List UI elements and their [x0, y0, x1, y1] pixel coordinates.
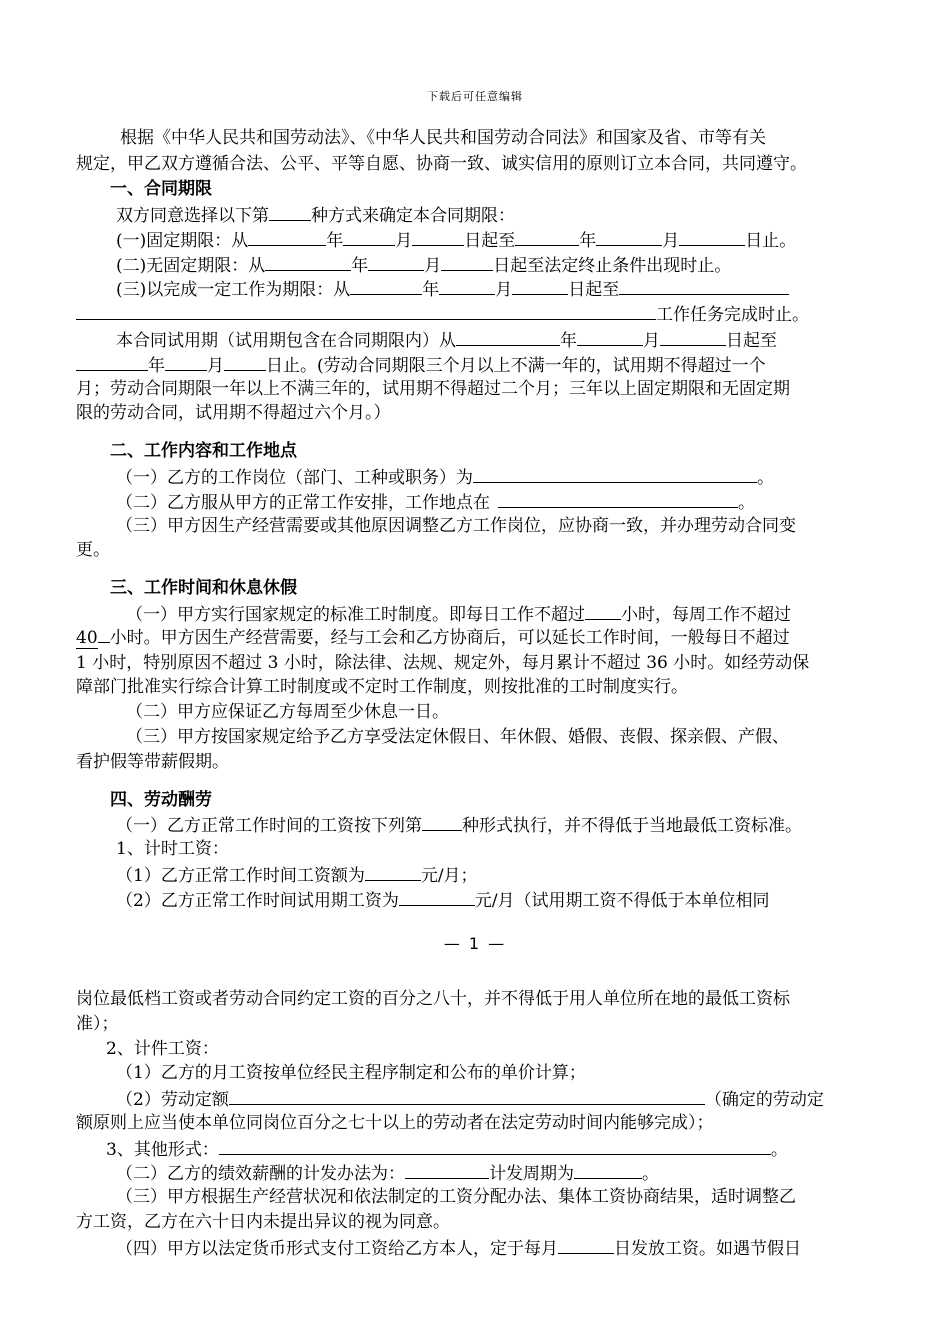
probation-until-text: 日起至 — [726, 331, 777, 351]
work-hours-line-3: 1 小时，特别原因不超过 3 小时，除法律、法规、规定外，每月累计不超过 36 小时。如经劳动保 — [76, 653, 810, 673]
wage-form-line — [116, 812, 802, 836]
work-hours-text-2: 小时，每周工作不超过 — [621, 605, 791, 625]
pay-cycle-label: 计发周期为 — [489, 1164, 574, 1184]
task-description-blank[interactable] — [619, 276, 789, 295]
pay-cycle-blank[interactable] — [574, 1160, 642, 1179]
wage-form-text-2: 种形式执行，并不得低于当地最低工资标准。 — [462, 816, 802, 836]
other-form-line — [106, 1136, 788, 1160]
year-label: 年 — [560, 331, 577, 351]
work-location-blank[interactable] — [498, 489, 738, 508]
payday-blank[interactable] — [558, 1235, 614, 1254]
probation-line — [116, 327, 777, 351]
other-form-label: 3、其他形式： — [106, 1140, 219, 1160]
open-term-label: (二)无固定期限：从 — [116, 256, 266, 276]
open-start-day-blank[interactable] — [441, 252, 493, 271]
rest-day-line: （二）甲方应保证乙方每周至少休息一日。 — [126, 702, 449, 722]
labor-quota-line — [116, 1086, 824, 1110]
page-header: 下载后可任意编辑 — [427, 90, 523, 103]
normal-wage-label: （1）乙方正常工作时间工资额为 — [116, 866, 365, 886]
job-position-line — [116, 464, 774, 488]
period: 。 — [738, 493, 755, 513]
task-start-month-blank[interactable] — [439, 276, 495, 295]
piece-wage-heading: 2、计件工资： — [106, 1039, 219, 1059]
task-description-blank-2[interactable] — [76, 301, 656, 320]
payday-label: （四）甲方以法定货币形式支付工资给乙方本人，定于每月 — [116, 1239, 558, 1259]
task-term-label: (三)以完成一定工作为期限：从 — [116, 280, 351, 300]
month-label: 月 — [395, 231, 413, 251]
period: 。 — [642, 1164, 659, 1184]
wage-adjust-line-1: （三）甲方根据生产经营状况和依法制定的工资分配办法、集体工资协商结果，适时调整乙 — [116, 1187, 796, 1207]
fixed-term-label: (一)固定期限：从 — [116, 231, 249, 251]
task-end-text: 工作任务完成时止。 — [656, 305, 809, 325]
day-end-label: 日止。 — [745, 231, 797, 251]
probation-label: 本合同试用期（试用期包含在合同期限内）从 — [116, 331, 456, 351]
work-location-label: （二）乙方服从甲方的正常工作安排，工作地点在 — [116, 493, 490, 513]
task-term-line-2 — [76, 301, 809, 325]
job-position-blank[interactable] — [473, 464, 757, 483]
probation-wage-label: （2）乙方正常工作时间试用期工资为 — [116, 891, 399, 911]
period: 。 — [757, 468, 774, 488]
term-choice-line — [116, 202, 515, 226]
probation-end-year-blank[interactable] — [76, 352, 148, 371]
section-3-title: 三、工作时间和休息休假 — [110, 578, 297, 598]
wage-form-blank[interactable] — [422, 812, 462, 831]
labor-quota-line-2: 额原则上应当使本单位同岗位百分之七十以上的劳动者在法定劳动时间内能够完成）； — [76, 1113, 714, 1133]
term-choice-text-2: 种方式来确定本合同期限： — [311, 206, 515, 226]
probation-wage-blank[interactable] — [399, 887, 475, 906]
work-location-line — [116, 489, 755, 513]
work-hours-text: （一）甲方实行国家规定的标准工时制度。即每日工作不超过 — [126, 605, 585, 625]
normal-wage-line — [116, 862, 478, 886]
intro-line-2: 规定，甲乙双方遵循合法、公平、平等自愿、协商一致、诚实信用的原则订立本合同，共同遵守。 — [76, 154, 807, 174]
job-position-label: （一）乙方的工作岗位（部门、工种或职务）为 — [116, 468, 473, 488]
probation-wage-line — [116, 887, 770, 911]
probation-wage-unit: 元/月（试用期工资不得低于本单位相同 — [474, 891, 770, 911]
open-start-month-blank[interactable] — [368, 252, 424, 271]
overtime-text: 小时。甲方因生产经营需要，经与工会和乙方协商后，可以延长工作时间，一般每日不超过 — [109, 628, 790, 648]
probation-rule-text: 日止。(劳动合同期限三个月以上不满一年的，试用期不得超过一个 — [266, 356, 766, 376]
performance-pay-line — [116, 1160, 659, 1184]
year-label: 年 — [351, 256, 369, 276]
labor-quota-note: （确定的劳动定 — [704, 1090, 824, 1110]
probation-rule-line-2: 月；劳动合同期限一年以上不满三年的，试用期不得超过二个月；三年以上固定期限和无固定期 — [76, 379, 790, 399]
probation-rule-line-3: 限的劳动合同，试用期不得超过六个月。） — [76, 403, 391, 423]
paid-leave-line-2: 看护假等带薪假期。 — [76, 752, 229, 772]
fixed-start-month-blank[interactable] — [343, 227, 395, 246]
open-term-end-text: 日起至法定终止条件出现时止。 — [493, 256, 732, 276]
task-until-text: 日起至 — [568, 280, 620, 300]
probation-start-year-blank[interactable] — [456, 327, 560, 346]
page-number: — 1 — — [443, 934, 507, 953]
payday-line — [116, 1235, 801, 1259]
term-choice-text: 双方同意选择以下第 — [116, 206, 269, 226]
probation-end-month-blank[interactable] — [165, 352, 207, 371]
position-adjust-line-1: （三）甲方因生产经营需要或其他原因调整乙方工作岗位，应协商一致，并办理劳动合同变 — [116, 516, 796, 536]
open-term-line — [116, 252, 731, 276]
day-from-label: 日起至 — [464, 231, 516, 251]
labor-quota-label: （2）劳动定额 — [116, 1090, 229, 1110]
task-start-year-blank[interactable] — [350, 276, 422, 295]
year-label: 年 — [148, 356, 165, 376]
wage-form-text: （一）乙方正常工作时间的工资按下列第 — [116, 816, 422, 836]
normal-wage-blank[interactable] — [365, 862, 421, 881]
piece-rate-line: （1）乙方的月工资按单位经民主程序制定和公布的单价计算； — [116, 1063, 586, 1083]
task-term-line — [116, 276, 789, 300]
weekly-hours-value[interactable]: 40 — [76, 628, 98, 648]
fixed-start-year-blank[interactable] — [248, 227, 326, 246]
fixed-end-year-blank[interactable] — [515, 227, 579, 246]
section-1-title: 一、合同期限 — [110, 179, 212, 199]
section-4-title: 四、劳动酬劳 — [110, 790, 212, 810]
month-label: 月 — [424, 256, 442, 276]
other-form-blank[interactable] — [219, 1136, 771, 1155]
fixed-end-month-blank[interactable] — [596, 227, 662, 246]
intro-line-1: 根据《中华人民共和国劳动法》、《中华人民共和国劳动合同法》和国家及省、市等有关 — [120, 128, 766, 148]
probation-end-day-blank[interactable] — [224, 352, 266, 371]
year-label: 年 — [326, 231, 344, 251]
daily-hours-blank[interactable] — [585, 601, 621, 620]
normal-wage-unit: 元/月； — [420, 866, 478, 886]
probation-start-month-blank[interactable] — [577, 327, 643, 346]
work-hours-line-2 — [76, 626, 790, 650]
position-adjust-line-2: 更。 — [76, 540, 110, 560]
work-hours-line-4: 障部门批准实行综合计算工时制度或不定时工作制度，则按批准的工时制度实行。 — [76, 677, 688, 697]
wage-adjust-line-2: 方工资，乙方在六十日内未提出异议的视为同意。 — [76, 1212, 450, 1232]
probation-start-day-blank[interactable] — [660, 327, 726, 346]
month-label: 月 — [643, 331, 660, 351]
time-wage-heading: 1、计时工资： — [116, 839, 229, 859]
year-label: 年 — [579, 231, 597, 251]
fixed-end-day-blank[interactable] — [679, 227, 745, 246]
section-2-title: 二、工作内容和工作地点 — [110, 441, 297, 461]
fixed-term-line — [116, 227, 796, 251]
labor-quota-blank[interactable] — [229, 1086, 705, 1105]
paid-leave-line-1: （三）甲方按国家规定给予乙方享受法定休假日、年休假、婚假、丧假、探亲假、产假、 — [126, 727, 789, 747]
probation-wage-rule-line-1: 岗位最低档工资或者劳动合同约定工资的百分之八十，并不得低于用人单位所在地的最低工资标 — [76, 989, 790, 1009]
term-choice-blank[interactable] — [269, 202, 311, 221]
task-start-day-blank[interactable] — [512, 276, 568, 295]
year-label: 年 — [422, 280, 440, 300]
month-label: 月 — [662, 231, 680, 251]
performance-pay-blank[interactable] — [405, 1160, 489, 1179]
open-start-year-blank[interactable] — [265, 252, 351, 271]
performance-pay-label: （二）乙方的绩效薪酬的计发办法为： — [116, 1164, 405, 1184]
month-label: 月 — [495, 280, 513, 300]
payday-text-2: 日发放工资。如遇节假日 — [614, 1239, 801, 1259]
fixed-start-day-blank[interactable] — [412, 227, 464, 246]
work-hours-line-1 — [126, 601, 791, 625]
probation-line-2 — [76, 352, 766, 376]
probation-wage-rule-line-2: 准）； — [76, 1014, 119, 1034]
month-label: 月 — [207, 356, 224, 376]
period: 。 — [770, 1140, 788, 1160]
